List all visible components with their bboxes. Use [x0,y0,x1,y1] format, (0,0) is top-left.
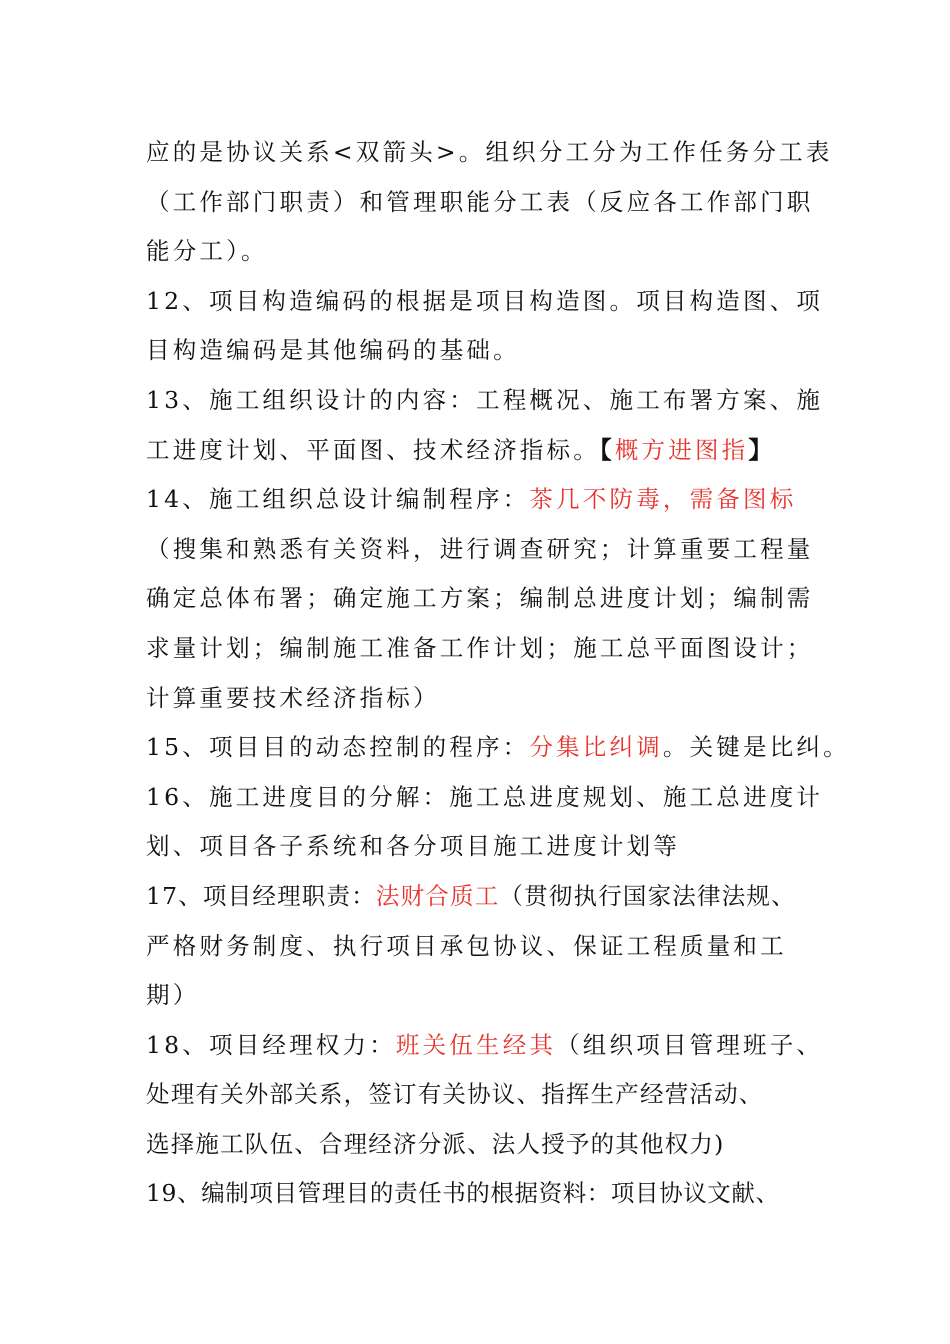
text-line [146,426,826,476]
text-line: 确定总体布署；确定施工方案；编制总进度计划；编制需 [146,584,814,613]
mnemonic-highlight: 法财合质工 [375,881,500,910]
text-line: 计算重要技术经济指标） [146,683,440,712]
text-line: 求量计划；编制施工准备工作计划；施工总平面图设计； [146,633,814,662]
text-line: 能分工）。 [146,237,268,266]
text-line: 选择施工队伍、合理经济分派、法人授予的其他权力) [146,1129,725,1158]
mnemonic-highlight: 分集比纠调 [529,733,663,762]
text-segment: （组织项目管理班子、 [556,1030,824,1059]
mnemonic-highlight: 班关伍生经其 [395,1030,557,1059]
item-17 [146,872,826,922]
item-16: 16、施工进度目的分解：施工总进度规划、施工总进度计 [146,782,824,811]
text-segment: （贯彻执行国家法律法规、 [499,881,796,910]
item-18 [146,1021,826,1071]
text-segment: 工进度计划、平面图、技术经济指标。 [146,435,600,464]
bracket-close: 】 [748,435,776,464]
bracket-open: 【 [599,435,615,464]
item-19: 19、编制项目管理目的责任书的根据资料：项目协议文献、 [146,1179,780,1208]
text-line: 目构造编码是其他编码的基础。 [146,336,520,365]
item-14 [146,475,826,525]
text-line: 划、项目各子系统和各分项目施工进度计划等 [146,832,680,861]
text-segment: 15、项目目的动态控制的程序： [146,733,530,762]
item-13: 13、施工组织设计的内容：工程概况、施工布署方案、施 [146,385,824,414]
text-line: 应的是协议关系<双箭头>。组织分工分为工作任务分工表 [146,138,833,166]
mnemonic-highlight: 茶几不防毒，需备图标 [529,485,797,514]
text-segment: 14、施工组织总设计编制程序： [146,485,530,514]
document-page [146,128,850,1219]
text-line: 严格财务制度、执行项目承包协议、保证工程质量和工 [146,931,787,960]
mnemonic-highlight: 概方进图指 [614,435,749,464]
text-line: （搜集和熟悉有关资料，进行调查研究；计算重要工程量 [146,534,814,563]
item-15 [146,723,850,773]
text-line: 期） [146,981,200,1010]
text-segment: 17、项目经理职责： [146,881,376,910]
text-segment: 18、项目经理权力： [146,1030,396,1059]
text-line: （工作部门职责）和管理职能分工表（反应各工作部门职 [146,187,814,216]
text-segment: 。关键是比纠。 [662,733,850,762]
item-12: 12、项目构造编码的根据是项目构造图。项目构造图、项 [146,286,824,315]
text-line: 处理有关外部关系，签订有关协议、指挥生产经营活动、 [146,1080,764,1109]
